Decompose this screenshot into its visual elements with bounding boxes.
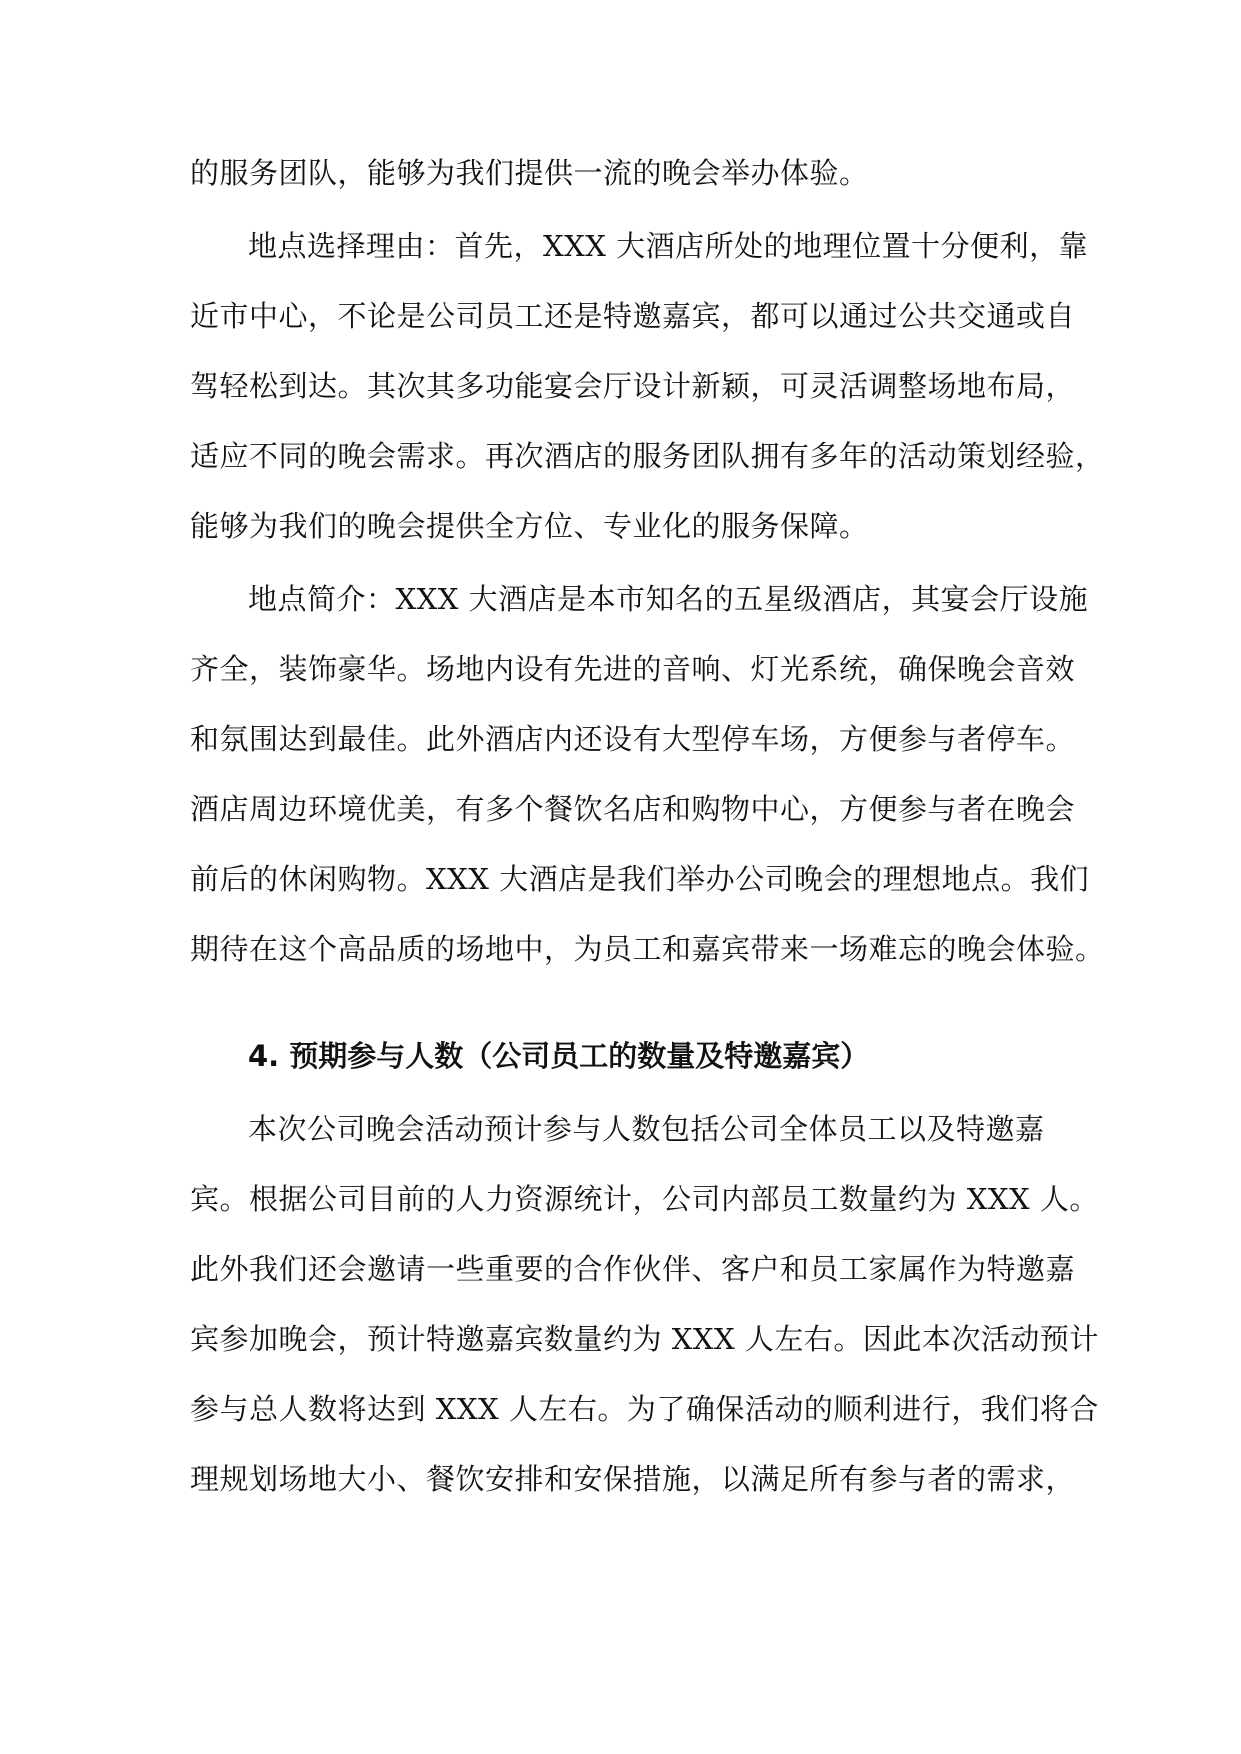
paragraph-line: 此外我们还会邀请一些重要的合作伙伴、客户和员工家属作为特邀嘉 [190,1252,1076,1286]
paragraph-line: 期待在这个高品质的场地中，为员工和嘉宾带来一场难忘的晚会体验。 [190,932,1105,966]
paragraph-line: 驾轻松到达。其次其多功能宴会厅设计新颖，可灵活调整场地布局， [190,369,1076,403]
paragraph-line: 地点简介：XXX 大酒店是本市知名的五星级酒店，其宴会厅设施 [248,582,1089,616]
paragraph-line: 适应不同的晚会需求。再次酒店的服务团队拥有多年的活动策划经验， [190,439,1105,473]
paragraph-line: 近市中心，不论是公司员工还是特邀嘉宾，都可以通过公共交通或自 [190,299,1076,333]
paragraph-line: 前后的休闲购物。XXX 大酒店是我们举办公司晚会的理想地点。我们 [190,862,1090,896]
paragraph-line: 和氛围达到最佳。此外酒店内还设有大型停车场，方便参与者停车。 [190,722,1076,756]
paragraph-line: 本次公司晚会活动预计参与人数包括公司全体员工以及特邀嘉 [248,1112,1045,1146]
paragraph-line: 酒店周边环境优美，有多个餐饮名店和购物中心，方便参与者在晚会 [190,792,1076,826]
paragraph-line: 参与总人数将达到 XXX 人左右。为了确保活动的顺利进行，我们将合 [190,1392,1099,1426]
paragraph-line: 的服务团队，能够为我们提供一流的晚会举办体验。 [190,156,869,190]
paragraph-line: 能够为我们的晚会提供全方位、专业化的服务保障。 [190,509,869,543]
paragraph-line: 齐全，装饰豪华。场地内设有先进的音响、灯光系统，确保晚会音效 [190,652,1076,686]
paragraph-line: 地点选择理由：首先，XXX 大酒店所处的地理位置十分便利，靠 [248,229,1089,263]
paragraph-line: 宾。根据公司目前的人力资源统计，公司内部员工数量约为 XXX 人。 [190,1182,1099,1216]
paragraph-line: 宾参加晚会，预计特邀嘉宾数量约为 XXX 人左右。因此本次活动预计 [190,1322,1099,1356]
section-heading: 4. 预期参与人数（公司员工的数量及特邀嘉宾） [248,1039,870,1073]
paragraph-line: 理规划场地大小、餐饮安排和安保措施，以满足所有参与者的需求， [190,1462,1076,1496]
